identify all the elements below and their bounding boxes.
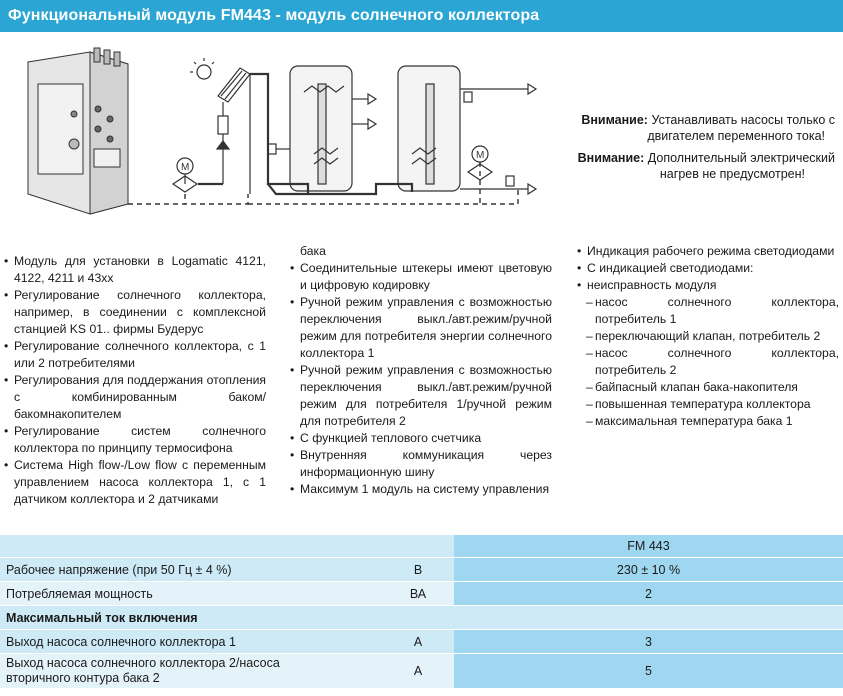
warning-text: Дополнительный электрический (647, 151, 835, 165)
value-cell: 2 (454, 582, 843, 606)
table-header-row (0, 535, 843, 558)
list-item: • Ручной режим управления с возможностью переключения выкл./авт.режим/ручной режим для потребителя энергии солнечного коллектора 1 (290, 294, 552, 362)
param-cell: Рабочее напряжение (при 50 Гц ± 4 %) (0, 558, 382, 582)
module-device-illustration (28, 48, 128, 214)
table-section-row (0, 606, 843, 630)
list-item: • Внутренняя коммуникация через информационную шину (290, 447, 552, 481)
list-subitem: – насос солнечного коллектора, потребитель 1 (577, 294, 839, 328)
warning-text: Устанавливать насосы только с (651, 113, 835, 127)
warning-note-heating (535, 150, 835, 182)
features-column-2 (290, 243, 552, 498)
param-cell: Потребляемая мощность (0, 582, 382, 606)
list-item: • С индикацией светодиодами: (577, 260, 839, 277)
specifications-table (0, 535, 843, 689)
features-column-3 (577, 243, 839, 430)
storage-tank-1-illustration (268, 66, 376, 191)
list-subitem: – повышенная температура коллектора (577, 396, 839, 413)
list-subitem: – переключающий клапан, потребитель 2 (577, 328, 839, 345)
solar-collector-illustration (190, 58, 250, 194)
unit-cell: В (382, 558, 454, 582)
svg-text:M: M (476, 150, 485, 161)
list-item-continuation: бака (300, 244, 326, 258)
svg-text:M: M (181, 162, 190, 173)
solar-system-diagram (18, 44, 548, 219)
param-line: вторичного контура бака 2 (6, 671, 160, 685)
warning-label: Внимание: (581, 113, 648, 127)
storage-tank-2-illustration (398, 66, 536, 194)
warning-note-pumps (535, 112, 835, 144)
list-item: • Регулирование солнечного коллектора, с 1 или 2 потребителями (4, 338, 266, 372)
features-column-1 (4, 253, 266, 508)
list-item: • Регулирование солнечного коллектора, например, в соединении с комплексной станцией KS 01.. фирмы Будерус (4, 287, 266, 338)
value-cell: 230 ± 10 % (454, 558, 843, 582)
list-item: • Соединительные штекеры имеют цветовую и цифровую кодировку (290, 260, 552, 294)
list-subitem: – насос солнечного коллектора, потребитель 2 (577, 345, 839, 379)
list-item: • Максимум 1 модуль на систему управления (290, 481, 552, 498)
list-item: • Ручной режим управления с возможностью переключения выкл./авт.режим/ручной режим для потребителя 1/ручной режим для потребителя 2 (290, 362, 552, 430)
list-subitem: – максимальная температура бака 1 (577, 413, 839, 430)
list-subitem: – байпасный клапан бака-накопителя (577, 379, 839, 396)
list-item: • С функцией теплового счетчика (290, 430, 552, 447)
param-line: Выход насоса солнечного коллектора 2/насоса (6, 656, 280, 670)
unit-cell: ВА (382, 582, 454, 606)
page-title: Функциональный модуль FM443 - модуль солнечного коллектора (0, 0, 843, 32)
list-item: • Индикация рабочего режима светодиодами (577, 243, 839, 260)
param-cell (0, 654, 382, 689)
list-item: • Модуль для установки в Logamatic 4121, 4122, 4211 и 43xx (4, 253, 266, 287)
param-cell: Выход насоса солнечного коллектора 1 (0, 630, 382, 654)
warning-label: Внимание: (577, 151, 645, 165)
warning-text: двигателем переменного тока! (647, 129, 825, 143)
list-item: • Регулирования для поддержания отопления с комбинированным баком/бакомнакопителем (4, 372, 266, 423)
table-row (0, 582, 843, 606)
unit-cell: А (382, 630, 454, 654)
value-cell: 3 (454, 630, 843, 654)
warning-text: нагрев не предусмотрен! (659, 167, 805, 181)
model-header: FM 443 (454, 535, 843, 558)
table-row (0, 630, 843, 654)
list-item: • Система High flow-/Low flow с переменным управлением насоса коллектора 1, с 1 датчиком коллектора и 2 датчиками (4, 457, 266, 508)
section-title: Максимальный ток включения (0, 606, 843, 630)
table-row (0, 558, 843, 582)
value-cell: 5 (454, 654, 843, 689)
table-row (0, 654, 843, 689)
list-item: • Регулирование систем солнечного коллектора по принципу термосифона (4, 423, 266, 457)
unit-cell: А (382, 654, 454, 689)
list-item: • неисправность модуля (577, 277, 839, 294)
pump-illustration (173, 158, 197, 192)
